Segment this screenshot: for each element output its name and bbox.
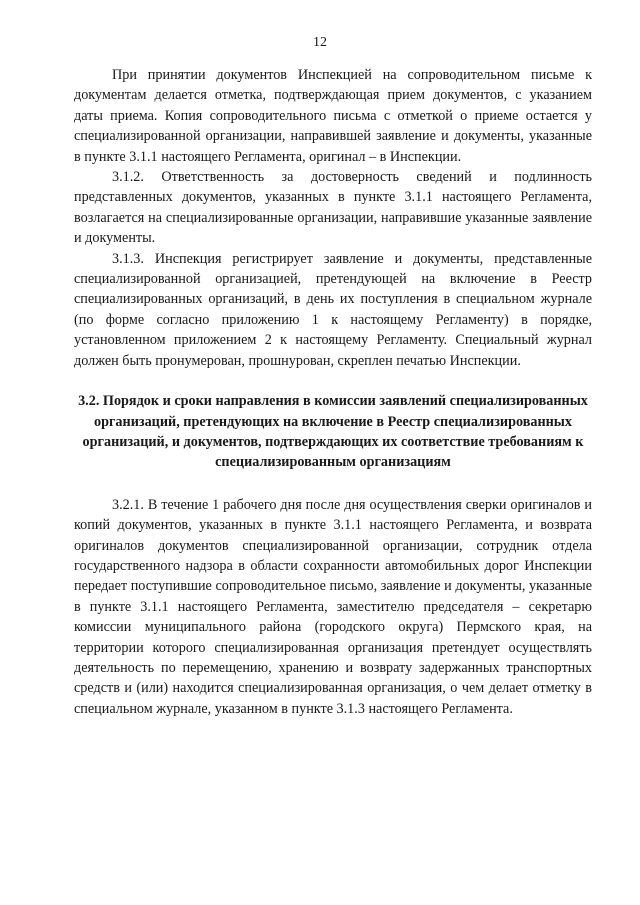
spacer <box>74 371 592 391</box>
paragraph-3-1-3: 3.1.3. Инспекция регистрирует заявление и документы, представленные специализированной организацией, претендующей на включение в Реестр специализированных организаций, в день их поступления в специальном журнале (по форме согласно приложению 1 к настоящему Регламенту) в порядке, установленном приложением 2 к настоящему Регламенту. Специальный журнал должен быть пронумерован, прошнурован, скреплен печатью Инспекции. <box>74 250 592 369</box>
paragraph-acceptance-mark: При принятии документов Инспекцией на сопроводительном письме к документам делается отметка, подтверждающая прием документов, с указанием даты приема. Копия сопроводительного письма с отметкой о приеме остается у специализированной организации, направившей заявление и документы, указанные в пункте 3.1.1 настоящего Регламента, оригинал – в Инспекции. <box>74 67 592 165</box>
page-body <box>74 65 592 719</box>
section-heading-3-2: 3.2. Порядок и сроки направления в комиссии заявлений специализированных организаций, претендующих на включение в Реестр специализированных организаций, и документов, подтверждающих их соответствие требованиям к специализированным организациям <box>78 393 588 471</box>
paragraph-3-2-1: 3.2.1. В течение 1 рабочего дня после дня осуществления сверки оригиналов и копий документов, указанных в пункте 3.1.1 настоящего Регламента, и возврата оригиналов документов специализированной организации, сотрудник отдела государственного надзора в области сохранности автомобильных дорог Инспекции передает поступившие сопроводительное письмо, заявление и документы, указанные в пункте 3.1.1 настоящего Регламента, заместителю председателя – секретарю комиссии муниципального района (городского округа) Пермского края, на территории которого специализированная организация претендует осуществлять деятельность по перемещению, хранению и возврату задержанных транспортных средств и (или) находится специализированная организация, о чем делает отметку в специальном журнале, указанном в пункте 3.1.3 настоящего Регламента. <box>74 496 592 717</box>
paragraph-3-1-2: 3.1.2. Ответственность за достоверность сведений и подлинность представленных документов, указанных в пункте 3.1.1 настоящего Регламента, возлагается на специализированные организации, направившие указанные заявление и документы. <box>74 169 592 247</box>
spacer <box>74 473 592 495</box>
page-number: 12 <box>313 35 327 50</box>
